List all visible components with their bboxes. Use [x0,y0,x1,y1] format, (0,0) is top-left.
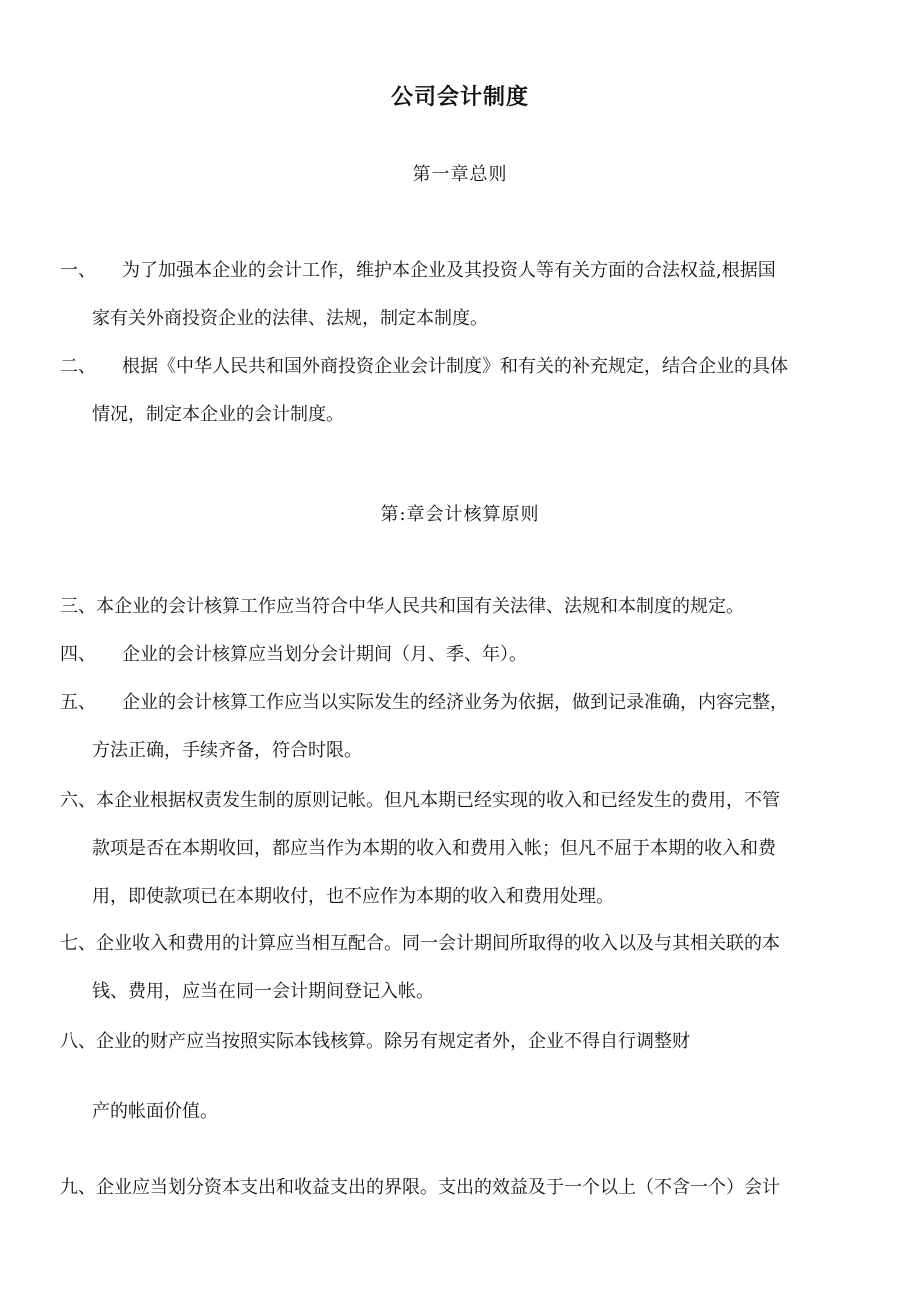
article-text: 为了加强本企业的会计工作，维护本企业及其投资人等有关方面的合法权益,根据国 [122,260,776,281]
article-line [60,777,860,825]
article-line-continued: 用，即使款项已在本期收付，也不应作为本期的收入和费用处理。 [92,886,614,907]
article-line [60,1164,860,1212]
article-number: 三、 [60,596,96,617]
chapter-2-heading: 第:章会计核算原则 [380,504,540,525]
article-line [60,679,860,727]
article-6 [60,777,860,921]
article-text: 企业收入和费用的计算应当相互配合。同一会计期间所取得的收入以及与其相关联的本 [96,933,780,954]
article-4 [60,631,860,679]
article-number: 八、 [60,1031,96,1052]
chapter-1-heading: 第一章总则 [412,164,508,185]
article-number: 一、 [60,260,96,281]
article-line [60,920,860,968]
article-line-continued: 方法正确，手续齐备，符合时限。 [92,740,362,761]
article-number: 四、 [60,644,96,665]
article-line-continued: 产的帐面价值。 [92,1101,218,1122]
article-number: 九、 [60,1177,96,1198]
article-text: 企业的会计核算工作应当以实际发生的经济业务为依据，做到记录准确，内容完整， [122,692,788,713]
article-line-continued: 钱、费用，应当在同一会计期间登记入帐。 [92,981,434,1002]
article-text: 根据《中华人民共和国外商投资企业会计制度》和有关的补充规定，结合企业的具体 [122,356,788,377]
article-line-continued: 家有关外商投资企业的法律、法规，制定本制度。 [92,308,488,329]
article-number: 七、 [60,933,96,954]
article-number: 六、 [60,790,96,811]
article-8 [60,1018,860,1136]
article-line [60,1018,860,1066]
article-line [60,631,860,679]
article-text: 企业的会计核算应当划分会计期间（月、季、年）。 [122,644,527,665]
article-2 [60,343,860,439]
article-line [60,343,860,391]
article-number: 二、 [60,356,96,377]
article-3 [60,583,860,631]
article-7 [60,920,860,1016]
article-text: 本企业的会计核算工作应当符合中华人民共和国有关法律、法规和本制度的规定。 [96,596,744,617]
article-text: 企业应当划分资本支出和收益支出的界限。支出的效益及于一个以上（不含一个）会计 [96,1177,780,1198]
article-text: 企业的财产应当按照实际本钱核算。除另有规定者外，企业不得自行调整财 [96,1031,690,1052]
article-number: 五、 [60,692,96,713]
article-9 [60,1164,860,1212]
article-line [60,247,860,295]
article-text: 本企业根据权责发生制的原则记帐。但凡本期已经实现的收入和已经发生的费用，不管 [96,790,780,811]
document-title: 公司会计制度 [390,85,529,110]
article-line-continued: 款项是否在本期收回，都应当作为本期的收入和费用入帐；但凡不屈于本期的收入和费 [92,838,776,859]
article-1 [60,247,860,343]
article-line [60,583,860,631]
article-line-continued: 情况，制定本企业的会计制度。 [92,404,344,425]
article-5 [60,679,860,775]
